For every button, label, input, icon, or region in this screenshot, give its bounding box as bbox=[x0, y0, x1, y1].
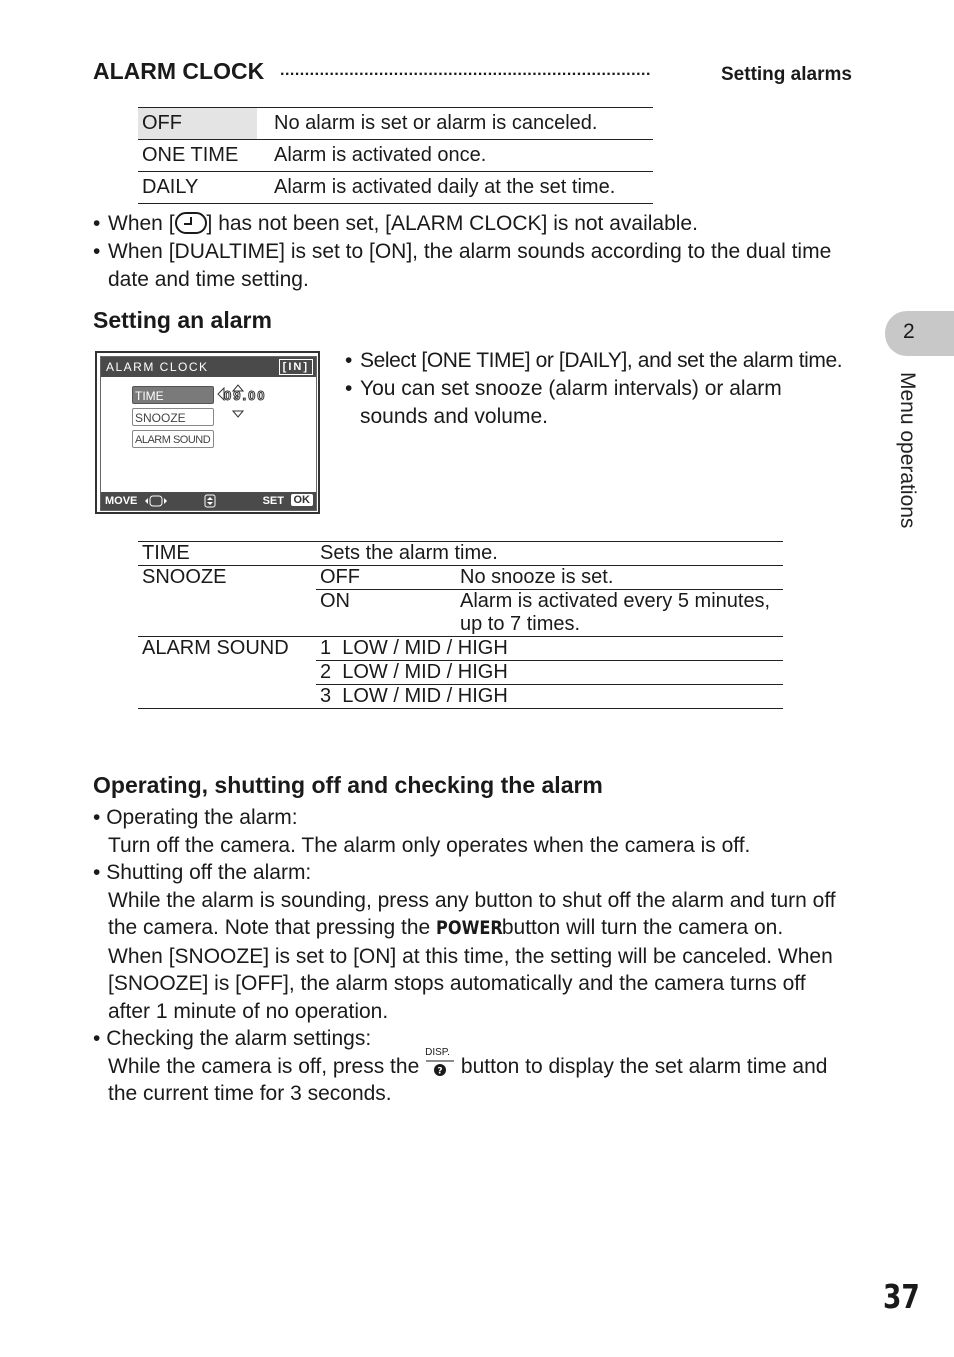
note-text: ] has not been set, [ALARM CLOCK] is not available. bbox=[206, 212, 698, 235]
mode-name: DAILY bbox=[138, 172, 257, 204]
mode-description: No alarm is set or alarm is canceled. bbox=[257, 108, 653, 140]
instruction-title: Operating the alarm: bbox=[106, 806, 298, 829]
instruction-line bbox=[93, 1046, 873, 1081]
instruction-line bbox=[93, 914, 873, 943]
bullet: • bbox=[93, 212, 101, 235]
bullet-text: You can set snooze (alarm intervals) or alarm bbox=[360, 377, 782, 400]
bullet: • bbox=[345, 349, 353, 372]
camera-menu-item-time: TIME bbox=[132, 386, 214, 404]
instruction-line: While the alarm is sounding, press any button to shut off the alarm and turn off bbox=[108, 888, 836, 912]
alarm-time-value: 09.00 bbox=[224, 388, 267, 403]
bullet-text: sounds and volume. bbox=[360, 405, 548, 428]
instruction-text: the camera. Note that pressing the bbox=[108, 916, 437, 939]
heading-operating-alarm: Operating, shutting off and checking the alarm bbox=[93, 772, 603, 798]
disp-button-icon bbox=[425, 1046, 455, 1077]
camera-screen-footer bbox=[101, 492, 316, 510]
instruction-text: button will turn the camera on. bbox=[496, 916, 784, 939]
mode-description: Alarm is activated daily at the set time. bbox=[257, 172, 653, 204]
instruction-line bbox=[93, 1025, 873, 1053]
power-button-label: POWER bbox=[436, 917, 503, 939]
mode-description: Alarm is activated once. bbox=[257, 140, 653, 172]
chapter-tab bbox=[885, 311, 954, 356]
section-title: ALARM CLOCK bbox=[93, 58, 265, 84]
table-row bbox=[138, 637, 783, 661]
updown-pad-icon bbox=[204, 494, 216, 514]
instruction-line: after 1 minute of no operation. bbox=[108, 999, 389, 1023]
memory-indicator: [IN] bbox=[279, 359, 313, 375]
table-row bbox=[138, 172, 653, 204]
alarm-settings-table bbox=[138, 541, 783, 709]
down-arrow-icon bbox=[232, 405, 244, 423]
ok-button-icon: OK bbox=[291, 494, 314, 506]
chapter-label: Menu operations bbox=[896, 372, 919, 529]
instruction-text: button to display the set alarm time and bbox=[455, 1054, 828, 1078]
instruction-line: Turn off the camera. The alarm only operates when the camera is off. bbox=[108, 833, 751, 857]
note-text: When [DUALTIME] is set to [ON], the alarm sounds according to the dual time bbox=[108, 240, 832, 263]
heading-setting-alarm: Setting an alarm bbox=[93, 307, 272, 333]
instruction-text: While the camera is off, press the bbox=[108, 1054, 426, 1078]
instruction-line bbox=[93, 804, 873, 832]
arrow-pad-icon bbox=[144, 495, 168, 513]
footer-move-label: MOVE bbox=[105, 495, 138, 507]
setting-description: Sets the alarm time. bbox=[316, 542, 783, 566]
setting-name: TIME bbox=[138, 542, 316, 566]
setting-description bbox=[456, 590, 783, 637]
mode-name: OFF bbox=[138, 108, 257, 140]
setting-option: 3 LOW / MID / HIGH bbox=[316, 685, 783, 709]
setting-option: 2 LOW / MID / HIGH bbox=[316, 661, 783, 685]
setting-option: ON bbox=[316, 590, 456, 637]
bullet: • bbox=[93, 806, 101, 829]
camera-screen bbox=[95, 351, 320, 514]
disp-label: DISP. bbox=[425, 1046, 450, 1058]
note-text: When [ bbox=[108, 212, 175, 235]
section-subtitle: Setting alarms bbox=[721, 64, 852, 85]
setting-option: OFF bbox=[316, 566, 456, 590]
bullet: • bbox=[93, 1027, 101, 1050]
table-row bbox=[138, 108, 653, 140]
setting-name: SNOOZE bbox=[138, 566, 316, 637]
instruction-title: Checking the alarm settings: bbox=[106, 1027, 372, 1050]
bullet: • bbox=[345, 377, 353, 400]
table-row bbox=[138, 566, 783, 590]
setting-option: 1 LOW / MID / HIGH bbox=[316, 637, 783, 661]
table-row bbox=[138, 542, 783, 566]
bullet: • bbox=[93, 240, 101, 263]
setting-name: ALARM SOUND bbox=[138, 637, 316, 709]
bullet-text: Select [ONE TIME] or [DAILY], and set the alarm time. bbox=[360, 349, 843, 372]
note-dualtime bbox=[93, 238, 873, 294]
instruction-line bbox=[93, 859, 873, 887]
setting-bullet-snooze bbox=[345, 375, 865, 431]
operating-instructions bbox=[93, 804, 873, 1108]
setting-description-line: up to 7 times. bbox=[460, 613, 581, 635]
instruction-title: Shutting off the alarm: bbox=[106, 861, 312, 884]
setting-description: No snooze is set. bbox=[456, 566, 783, 590]
camera-screen-titlebar bbox=[101, 357, 316, 377]
mode-name: ONE TIME bbox=[138, 140, 257, 172]
camera-menu-item-alarm-sound: ALARM SOUND bbox=[132, 430, 214, 448]
alarm-mode-table bbox=[138, 107, 653, 204]
camera-menu-title: ALARM CLOCK bbox=[106, 360, 209, 374]
page-number: 37 bbox=[883, 1277, 920, 1316]
footer-set-label: SET bbox=[262, 495, 284, 507]
chapter-number: 2 bbox=[903, 320, 915, 343]
instruction-line: the current time for 3 seconds. bbox=[108, 1082, 392, 1105]
setting-description-line: Alarm is activated every 5 minutes, bbox=[460, 590, 771, 612]
setting-bullet-select-mode bbox=[345, 347, 865, 375]
instruction-line: [SNOOZE] is [OFF], the alarm stops automatically and the camera turns off bbox=[108, 972, 806, 995]
instruction-line: When [SNOOZE] is set to [ON] at this time, the setting will be canceled. When bbox=[108, 944, 833, 968]
bullet: • bbox=[93, 861, 101, 884]
camera-menu-item-snooze: SNOOZE bbox=[132, 408, 214, 426]
title-leader-dots: ........................................................................... bbox=[280, 62, 651, 79]
note-text: date and time setting. bbox=[108, 268, 309, 291]
table-row bbox=[138, 140, 653, 172]
svg-text:?: ? bbox=[437, 1066, 443, 1076]
